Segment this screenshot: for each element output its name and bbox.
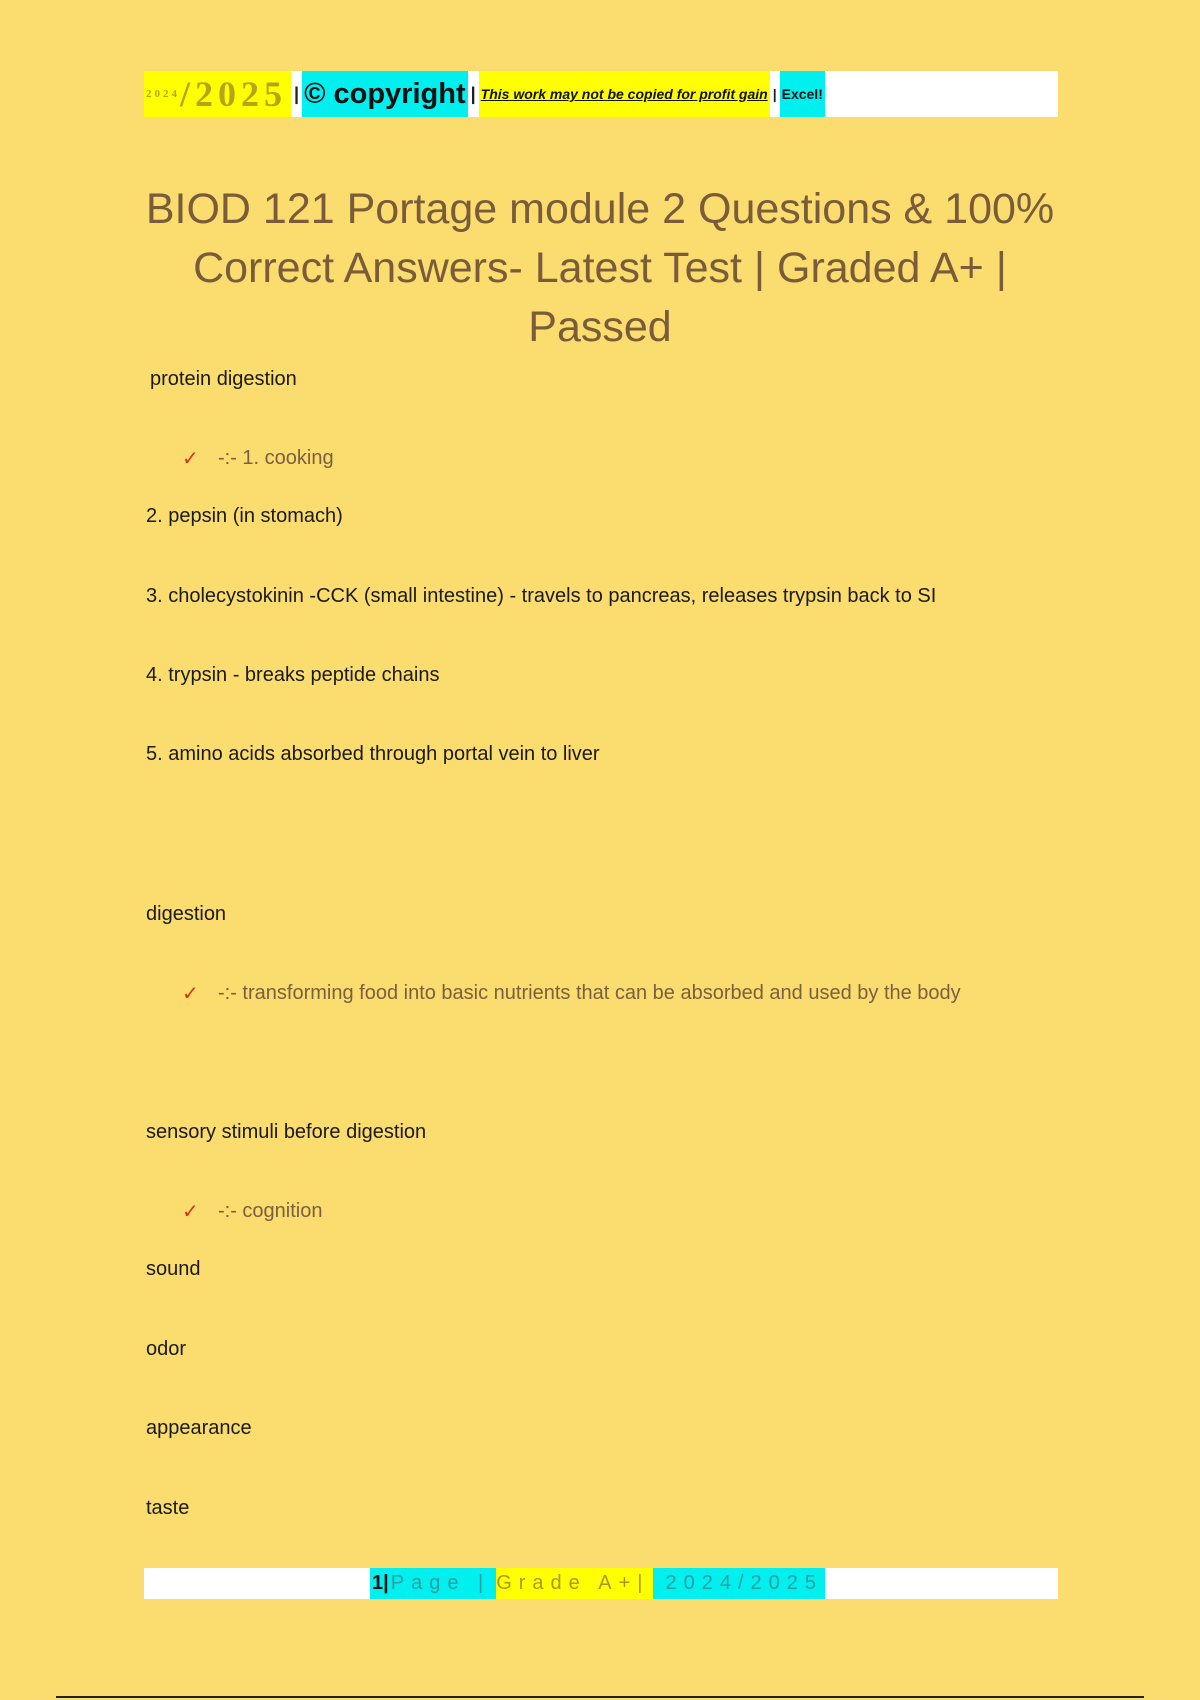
question-digestion: digestion [146,903,227,925]
footer-grade: Grade A+| [496,1568,653,1599]
answer-continuation: 5. amino acids absorbed through portal vein to liver [146,743,600,765]
answer-continuation: odor [146,1338,187,1360]
page-footer-banner [144,1568,1058,1599]
bottom-divider [56,1696,1144,1698]
checkmark-icon: ✓ [182,448,199,470]
question-sensory-stimuli: sensory stimuli before digestion [146,1121,427,1143]
answer-continuation: appearance [146,1417,252,1439]
header-year [144,71,291,117]
footer-year: 2024/2025 [653,1568,825,1599]
answer-continuation: sound [146,1258,201,1280]
answer-continuation: 4. trypsin - breaks peptide chains [146,664,440,686]
header-notice: This work may not be copied for profit gain [479,71,770,117]
copyright-header-banner [144,71,1058,117]
answer-continuation: 2. pepsin (in stomach) [146,505,343,527]
answer-line [182,1199,323,1224]
answer-text: -:- cognition [218,1200,323,1222]
header-year-small: 2024 [146,88,180,100]
header-separator: | [294,83,300,104]
answer-continuation: taste [146,1497,190,1519]
answer-line [182,446,334,471]
question-protein-digestion: protein digestion [150,368,297,390]
page-number [370,1568,391,1599]
answer-line [182,981,961,1006]
page-number-value: 1 [372,1572,384,1594]
checkmark-icon: ✓ [182,1201,199,1223]
header-separator: | [470,83,476,104]
answer-continuation: 3. cholecystokinin -CCK (small intestine) - travels to pancreas, releases trypsin back to SI [146,585,937,607]
header-year-big: /2025 [180,74,288,114]
document-title: BIOD 121 Portage module 2 Questions & 100% Correct Answers- Latest Test | Graded A+ | Passed [145,185,1055,351]
header-copyright: © copyright [302,71,468,117]
footer-page-label: Page | [391,1568,496,1599]
header-separator: | [772,86,777,102]
header-excel: Excel! [780,71,825,117]
footer-content [370,1568,825,1599]
answer-text: -:- 1. cooking [218,447,334,469]
checkmark-icon: ✓ [182,983,199,1005]
footer-separator: | [383,1572,389,1594]
answer-text: -:- transforming food into basic nutrients that can be absorbed and used by the body [218,982,961,1004]
